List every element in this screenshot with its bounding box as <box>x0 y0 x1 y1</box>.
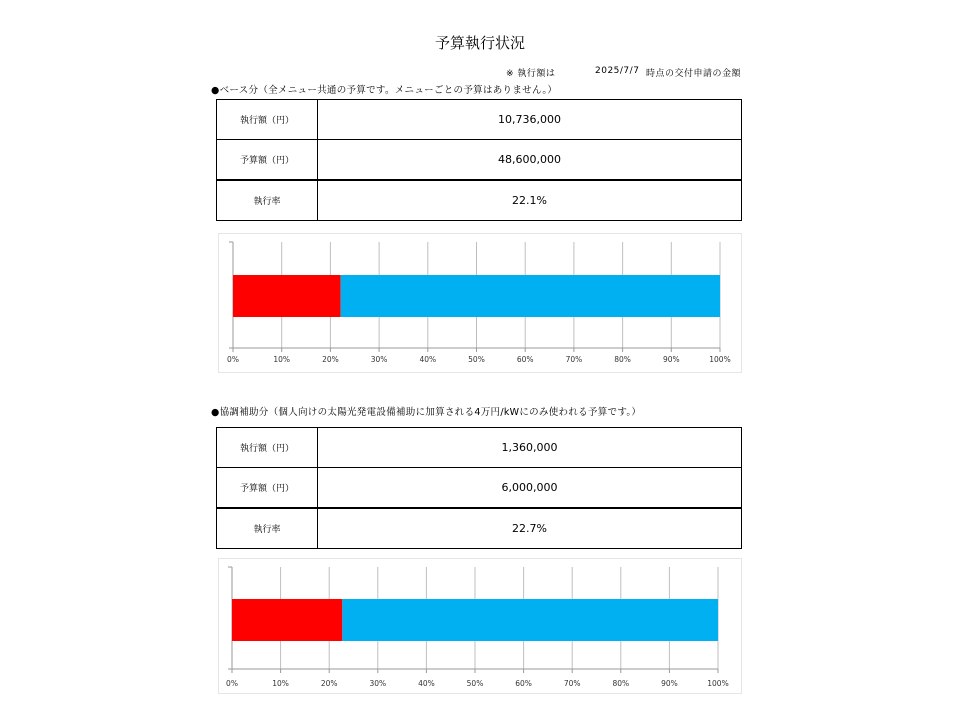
row-label: 執行額（円） <box>217 100 318 140</box>
chart-svg <box>218 558 742 694</box>
x-tick-label: 20% <box>322 355 339 364</box>
table-row <box>217 100 742 140</box>
x-tick-label: 70% <box>563 679 581 688</box>
x-tick-label: 100% <box>709 355 731 364</box>
x-tick-label: 20% <box>320 679 338 688</box>
x-tick-label: 50% <box>466 679 484 688</box>
table-row <box>217 140 742 181</box>
executed-bar <box>232 599 342 641</box>
remaining-bar <box>341 275 720 317</box>
remaining-bar <box>342 599 718 641</box>
base-execution-chart <box>218 233 742 373</box>
x-tick-label: 80% <box>612 679 630 688</box>
page-title: 予算執行状況 <box>434 34 525 52</box>
x-tick-label: 60% <box>515 679 532 688</box>
table-row <box>217 180 742 221</box>
chart-svg <box>218 233 742 373</box>
x-tick-label: 0% <box>227 355 239 364</box>
note-date: 2025/7/7 <box>595 66 640 76</box>
x-tick-label: 60% <box>516 355 534 364</box>
x-tick-label: 70% <box>565 355 583 364</box>
x-tick-label: 50% <box>468 355 485 364</box>
x-tick-label: 40% <box>419 355 437 364</box>
table-row <box>217 468 742 509</box>
x-tick-label: 100% <box>707 679 729 688</box>
note-prefix: ※ 執行額は <box>506 69 556 79</box>
x-tick-label: 90% <box>661 679 678 688</box>
row-label: 予算額（円） <box>217 140 318 181</box>
x-tick-label: 30% <box>369 679 387 688</box>
row-value: 48,600,000 <box>318 140 742 181</box>
x-tick-label: 0% <box>226 679 238 688</box>
x-tick-label: 10% <box>272 679 289 688</box>
x-tick-label: 90% <box>662 355 680 364</box>
x-tick-label: 10% <box>273 355 291 364</box>
base-budget-table <box>216 99 742 221</box>
section-heading-coop: ●協調補助分（個人向けの太陽光発電設備補助に加算される4万円/kWにのみ使われる予算です。） <box>211 407 642 418</box>
x-tick-label: 40% <box>418 679 435 688</box>
executed-bar <box>233 275 341 317</box>
row-label: 執行率 <box>217 180 318 221</box>
row-label: 執行率 <box>217 508 318 549</box>
x-tick-label: 80% <box>614 355 631 364</box>
row-label: 執行額（円） <box>217 428 318 468</box>
section-heading-base: ●ベース分（全メニュー共通の予算です。メニューごとの予算はありません。） <box>211 85 558 96</box>
row-value: 22.7% <box>318 508 742 549</box>
row-label: 予算額（円） <box>217 468 318 509</box>
row-value: 10,736,000 <box>318 100 742 140</box>
row-value: 1,360,000 <box>318 428 742 468</box>
coop-budget-table <box>216 427 742 549</box>
row-value: 6,000,000 <box>318 468 742 509</box>
note-suffix: 時点の交付申請の金額 <box>646 69 742 79</box>
x-tick-label: 30% <box>370 355 388 364</box>
table-row <box>217 428 742 468</box>
table-row <box>217 508 742 549</box>
coop-execution-chart <box>218 558 742 694</box>
row-value: 22.1% <box>318 180 742 221</box>
